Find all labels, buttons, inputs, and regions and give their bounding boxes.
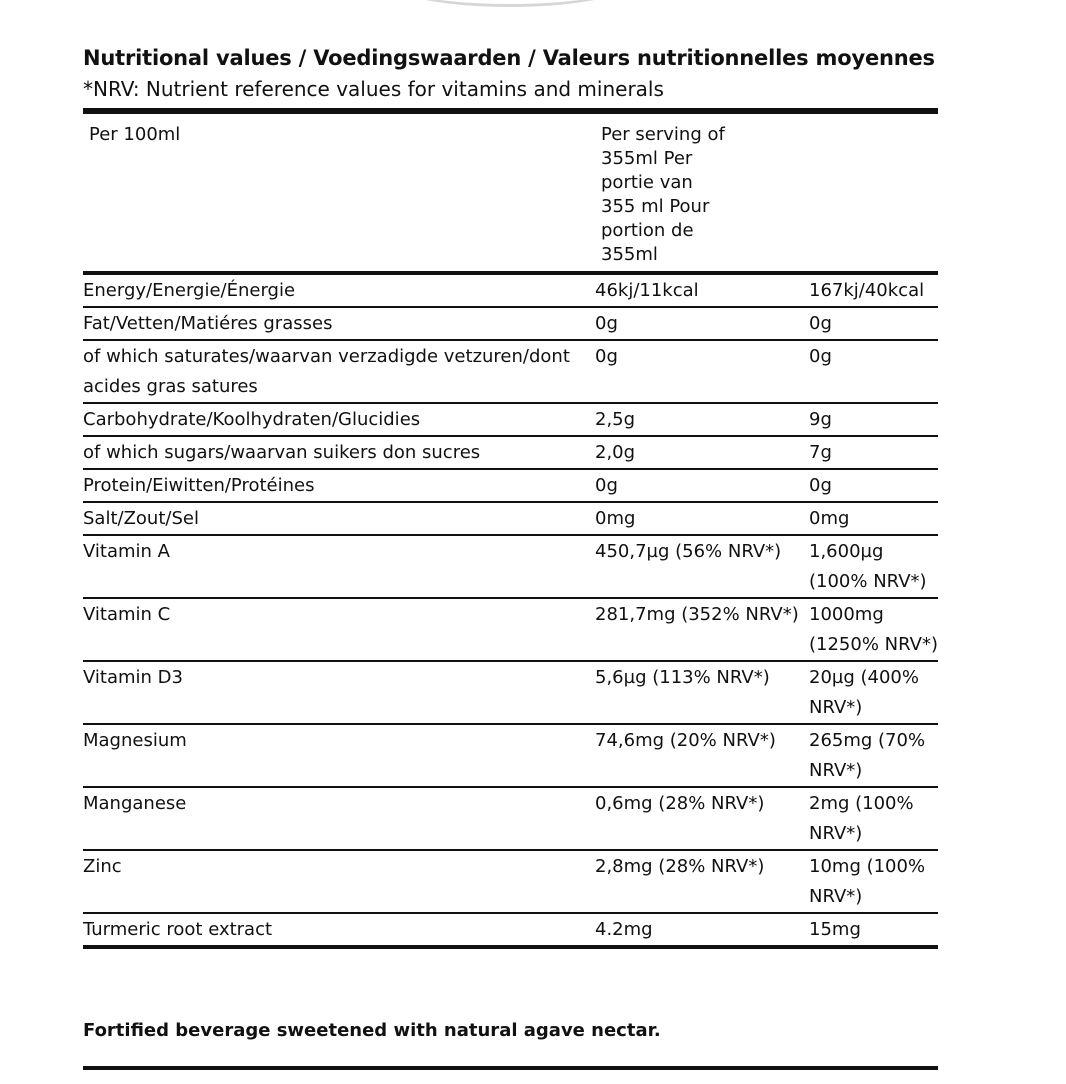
- table-row: [83, 598, 938, 661]
- value-per-serving: 0mg: [809, 502, 938, 535]
- nutrient-name: Vitamin A: [83, 535, 595, 598]
- value-per-serving: 2mg (100% NRV*): [809, 787, 938, 850]
- table-row: [83, 661, 938, 724]
- table-row: [83, 724, 938, 787]
- bottom-divider: [83, 1066, 938, 1070]
- nutrient-name: Magnesium: [83, 724, 595, 787]
- value-per-100ml: 0g: [595, 340, 809, 403]
- value-per-serving: 0g: [809, 307, 938, 340]
- value-per-100ml: 0mg: [595, 502, 809, 535]
- fortified-note: Fortified beverage sweetened with natural agave nectar.: [83, 1020, 661, 1041]
- value-per-100ml: 46kj/11kcal: [595, 273, 809, 307]
- value-per-100ml: 2,0g: [595, 436, 809, 469]
- value-per-serving: 20µg (400% NRV*): [809, 661, 938, 724]
- nutrient-name: Vitamin D3: [83, 661, 595, 724]
- value-per-100ml: 0g: [595, 307, 809, 340]
- table-row: [83, 535, 938, 598]
- product-image-edge: [392, 0, 628, 7]
- value-per-serving: 7g: [809, 436, 938, 469]
- value-per-100ml: 450,7µg (56% NRV*): [595, 535, 809, 598]
- nutrient-name: Zinc: [83, 850, 595, 913]
- nutrition-table: [83, 114, 938, 949]
- value-per-100ml: 74,6mg (20% NRV*): [595, 724, 809, 787]
- nutrient-name: Protein/Eiwitten/Protéines: [83, 469, 595, 502]
- table-row: [83, 307, 938, 340]
- value-per-serving: 167kj/40kcal: [809, 273, 938, 307]
- table-row: [83, 850, 938, 913]
- nutrient-name: Salt/Zout/Sel: [83, 502, 595, 535]
- nutrient-name: of which saturates/waarvan verzadigde vetzuren/dont acides gras satures: [83, 340, 595, 403]
- table-row: [83, 273, 938, 307]
- value-per-100ml: 2,8mg (28% NRV*): [595, 850, 809, 913]
- value-per-serving: 1,600µg (100% NRV*): [809, 535, 938, 598]
- value-per-serving: 10mg (100% NRV*): [809, 850, 938, 913]
- nutrient-name: Carbohydrate/Koolhydraten/Glucidies: [83, 403, 595, 436]
- nutrient-name: Energy/Energie/Énergie: [83, 273, 595, 307]
- nutrition-panel: [83, 44, 938, 949]
- table-row: [83, 502, 938, 535]
- value-per-100ml: 0,6mg (28% NRV*): [595, 787, 809, 850]
- nutrient-name: Fat/Vetten/Matiéres grasses: [83, 307, 595, 340]
- value-per-100ml: 5,6µg (113% NRV*): [595, 661, 809, 724]
- nutrition-table-body: [83, 114, 938, 947]
- value-per-100ml: 281,7mg (352% NRV*): [595, 598, 809, 661]
- table-row: [83, 787, 938, 850]
- value-per-serving: 0g: [809, 469, 938, 502]
- nutrient-name: of which sugars/waarvan suikers don sucres: [83, 436, 595, 469]
- value-per-100ml: 0g: [595, 469, 809, 502]
- table-row: [83, 340, 938, 403]
- column-header-per-100ml: Per 100ml: [83, 114, 595, 273]
- value-per-serving: 0g: [809, 340, 938, 403]
- nutrient-name: Vitamin C: [83, 598, 595, 661]
- value-per-100ml: 4.2mg: [595, 913, 809, 947]
- table-row: [83, 403, 938, 436]
- value-per-serving: 265mg (70% NRV*): [809, 724, 938, 787]
- value-per-serving: 15mg: [809, 913, 938, 947]
- value-per-100ml: 2,5g: [595, 403, 809, 436]
- value-per-serving: 9g: [809, 403, 938, 436]
- column-header-empty: [809, 114, 938, 273]
- table-header-row: [83, 114, 938, 273]
- nutrient-name: Manganese: [83, 787, 595, 850]
- nutrition-title: Nutritional values / Voedingswaarden / Valeurs nutritionnelles moyennes: [83, 46, 935, 70]
- table-row: [83, 469, 938, 502]
- value-per-serving: 1000mg (1250% NRV*): [809, 598, 938, 661]
- nrv-note: *NRV: Nutrient reference values for vitamins and minerals: [83, 77, 664, 101]
- table-row: [83, 913, 938, 947]
- table-row: [83, 436, 938, 469]
- column-header-per-serving: Per serving of 355ml Per portie van 355 ml Pour portion de 355ml: [595, 114, 809, 273]
- nutrient-name: Turmeric root extract: [83, 913, 595, 947]
